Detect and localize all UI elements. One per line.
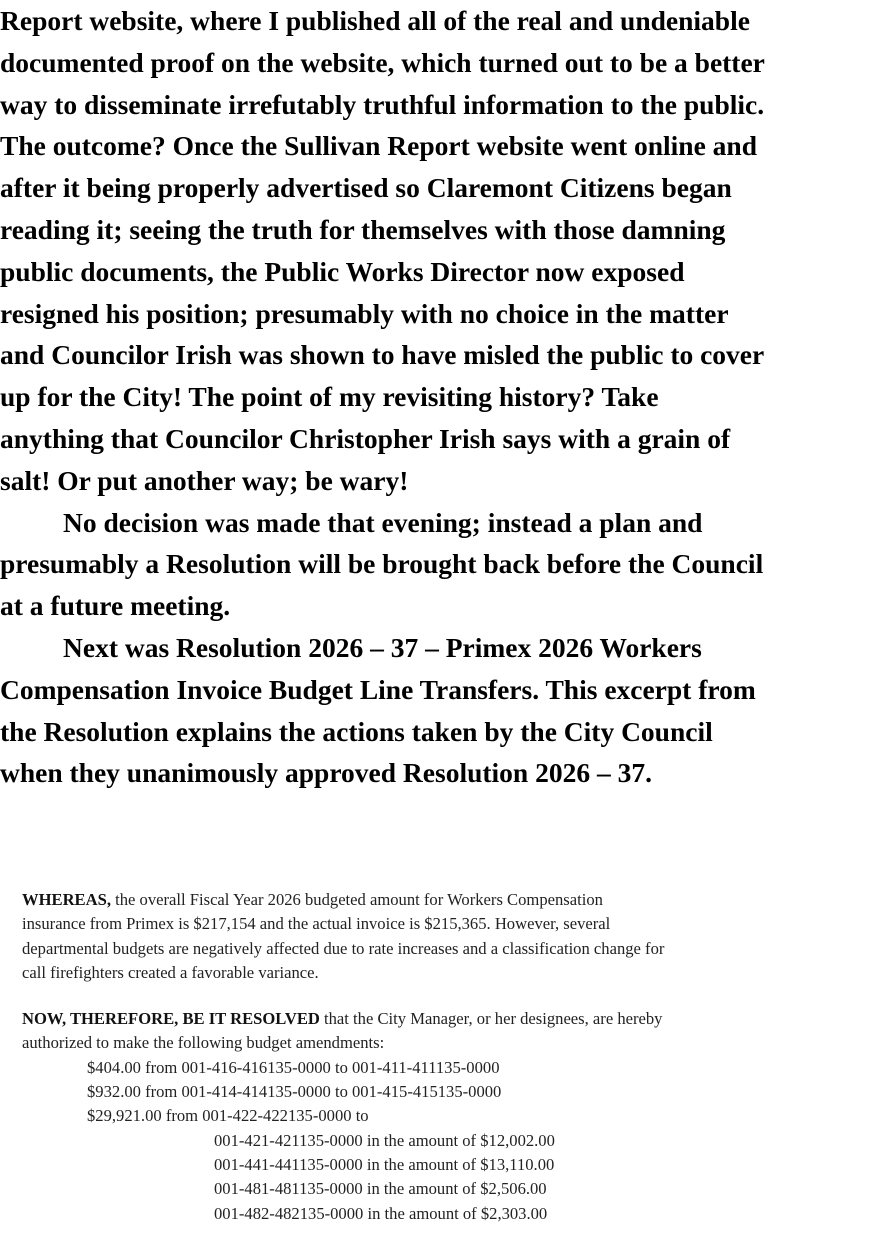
p3-line: Next was Resolution 2026 – 37 – Primex 2026 Workers bbox=[63, 631, 702, 663]
p1-line: Report website, where I published all of the real and undeniable bbox=[0, 5, 750, 36]
sub-amendment-line: 001-482-482135-0000 in the amount of $2,303.00 bbox=[214, 1203, 548, 1223]
whereas-line: insurance from Primex is $217,154 and the actual invoice is $215,365. However, several bbox=[22, 914, 611, 934]
resolution-excerpt bbox=[22, 888, 872, 1226]
p1-line: and Councilor Irish was shown to have misled the public to cover bbox=[0, 339, 765, 371]
p1-line: up for the City! The point of my revisiting history? Take bbox=[0, 381, 659, 413]
p3-line: the Resolution explains the actions taken by the City Council bbox=[0, 715, 713, 747]
resolved-line: authorized to make the following budget amendments: bbox=[22, 1033, 385, 1053]
p1-line: resigned his position; presumably with no choice in the matter bbox=[0, 297, 729, 329]
sub-amendment-list bbox=[22, 1129, 872, 1226]
p1-line: The outcome? Once the Sullivan Report website went online and bbox=[0, 130, 758, 162]
p1-line: reading it; seeing the truth for themselves with those damning bbox=[0, 213, 726, 245]
sub-amendment-line: 001-481-481135-0000 in the amount of $2,506.00 bbox=[214, 1179, 547, 1199]
whereas-line: call firefighters created a favorable variance. bbox=[22, 962, 319, 982]
paragraph-3 bbox=[0, 627, 880, 794]
whereas-line: departmental budgets are negatively affected due to rate increases and a classification change for bbox=[22, 938, 665, 958]
amendment-list bbox=[22, 1056, 872, 1129]
whereas-label: WHEREAS, bbox=[22, 890, 111, 909]
sub-amendment-line: 001-441-441135-0000 in the amount of $13,110.00 bbox=[214, 1154, 555, 1174]
p2-line: at a future meeting. bbox=[0, 590, 231, 622]
p1-line: public documents, the Public Works Director now exposed bbox=[0, 255, 685, 287]
amendment-line: $932.00 from 001-414-414135-0000 to 001-415-415135-0000 bbox=[87, 1082, 502, 1102]
amendment-line: $404.00 from 001-416-416135-0000 to 001-411-411135-0000 bbox=[87, 1057, 500, 1077]
p1-line: after it being properly advertised so Claremont Citizens began bbox=[0, 172, 732, 204]
p1-line: documented proof on the website, which turned out to be a better bbox=[0, 46, 765, 78]
sub-amendment-line: 001-421-421135-0000 in the amount of $12,002.00 bbox=[214, 1130, 555, 1150]
p1-line: salt! Or put another way; be wary! bbox=[0, 464, 409, 496]
amendment-line: $29,921.00 from 001-422-422135-0000 to bbox=[87, 1106, 369, 1126]
p2-line: No decision was made that evening; instead a plan and bbox=[63, 506, 703, 538]
whereas-clause bbox=[22, 888, 872, 985]
resolved-label: NOW, THEREFORE, BE IT RESOLVED bbox=[22, 1009, 320, 1029]
paragraph-2 bbox=[0, 502, 880, 627]
p2-line: presumably a Resolution will be brought back before the Council bbox=[0, 548, 764, 580]
p1-line: anything that Councilor Christopher Irish says with a grain of bbox=[0, 422, 731, 454]
whereas-line: the overall Fiscal Year 2026 budgeted amount for Workers Compensation bbox=[110, 890, 603, 909]
p3-line: when they unanimously approved Resolution 2026 – 37. bbox=[0, 757, 652, 789]
resolved-clause bbox=[22, 1007, 872, 1056]
p3-line: Compensation Invoice Budget Line Transfers. This excerpt from bbox=[0, 673, 756, 705]
paragraph-1 bbox=[0, 0, 880, 502]
p1-line: way to disseminate irrefutably truthful information to the public. bbox=[0, 88, 765, 120]
resolved-line: that the City Manager, or her designees, are hereby bbox=[319, 1009, 663, 1029]
